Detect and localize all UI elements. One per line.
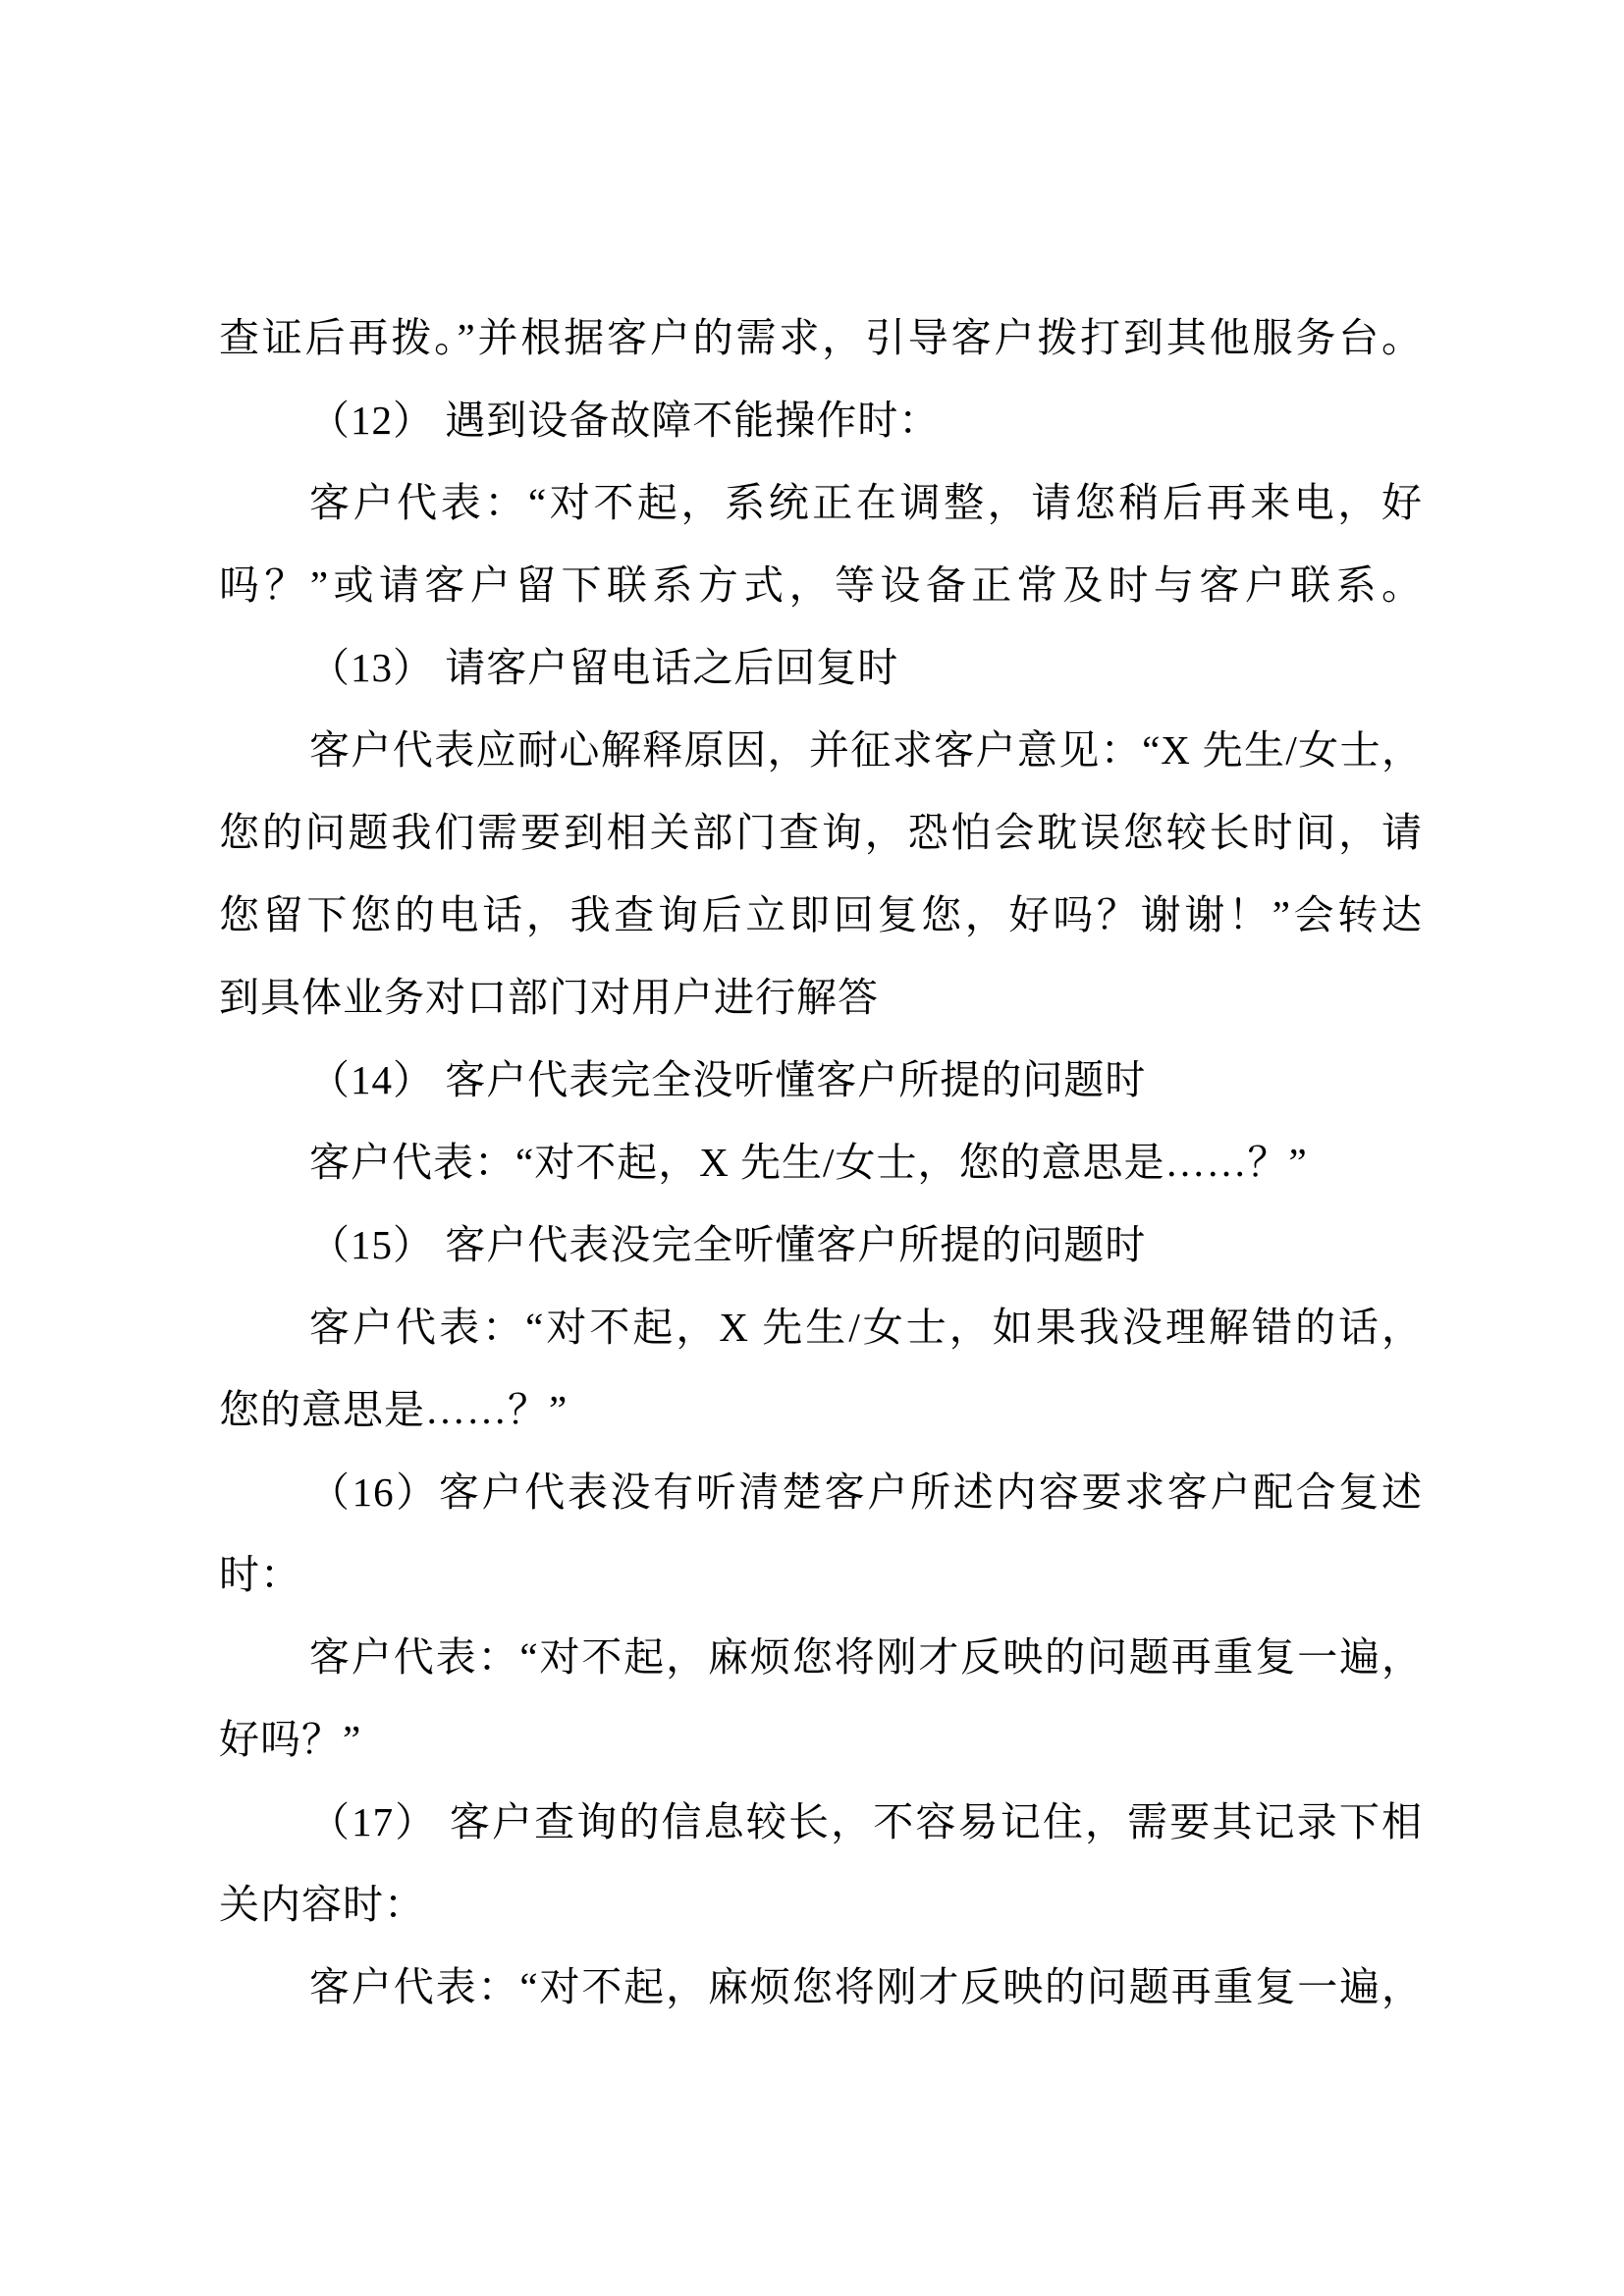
text-line: （13） 请客户留电话之后回复时 — [309, 645, 899, 690]
text-line: 客户代表：“对不起，系统正在调整，请您稍后再来电，好 — [309, 480, 1423, 525]
text-line: 查证后再拨。”并根据客户的需求，引导客户拨打到其他服务台。 — [219, 315, 1423, 360]
text-line: 好吗？” — [219, 1717, 362, 1762]
text-line: （15） 客户代表没完全听懂客户所提的问题时 — [309, 1222, 1147, 1267]
text-line: 客户代表：“对不起，X 先生/女士，如果我没理解错的话， — [309, 1305, 1423, 1350]
text-line: 吗？”或请客户留下联系方式，等设备正常及时与客户联系。 — [219, 562, 1423, 608]
text-line: 关内容时： — [219, 1882, 425, 1927]
text-line: （12） 遇到设备故障不能操作时： — [309, 398, 941, 443]
text-line: 客户代表应耐心解释原因，并征求客户意见：“X 先生/女士， — [309, 727, 1423, 773]
text-line: 客户代表：“对不起，麻烦您将刚才反映的问题再重复一遍， — [309, 1634, 1423, 1680]
text-line: 客户代表：“对不起，X 先生/女士，您的意思是……？” — [309, 1140, 1308, 1185]
text-line: （16）客户代表没有听清楚客户所述内容要求客户配合复述 — [309, 1469, 1423, 1515]
text-line: 您留下您的电话，我查询后立即回复您，好吗？谢谢！”会转达 — [219, 892, 1423, 937]
text-line: （14） 客户代表完全没听懂客户所提的问题时 — [309, 1057, 1147, 1102]
text-line: 到具体业务对口部门对用户进行解答 — [219, 975, 879, 1020]
text-line: （17） 客户查询的信息较长，不容易记住，需要其记录下相 — [309, 1799, 1423, 1844]
text-line: 您的意思是……？” — [219, 1387, 568, 1432]
text-line: 您的问题我们需要到相关部门查询，恐怕会耽误您较长时间，请 — [219, 810, 1423, 855]
text-line: 客户代表：“对不起，麻烦您将刚才反映的问题再重复一遍， — [309, 1964, 1423, 2009]
text-line: 时： — [219, 1552, 301, 1597]
document-body — [219, 296, 1423, 2028]
